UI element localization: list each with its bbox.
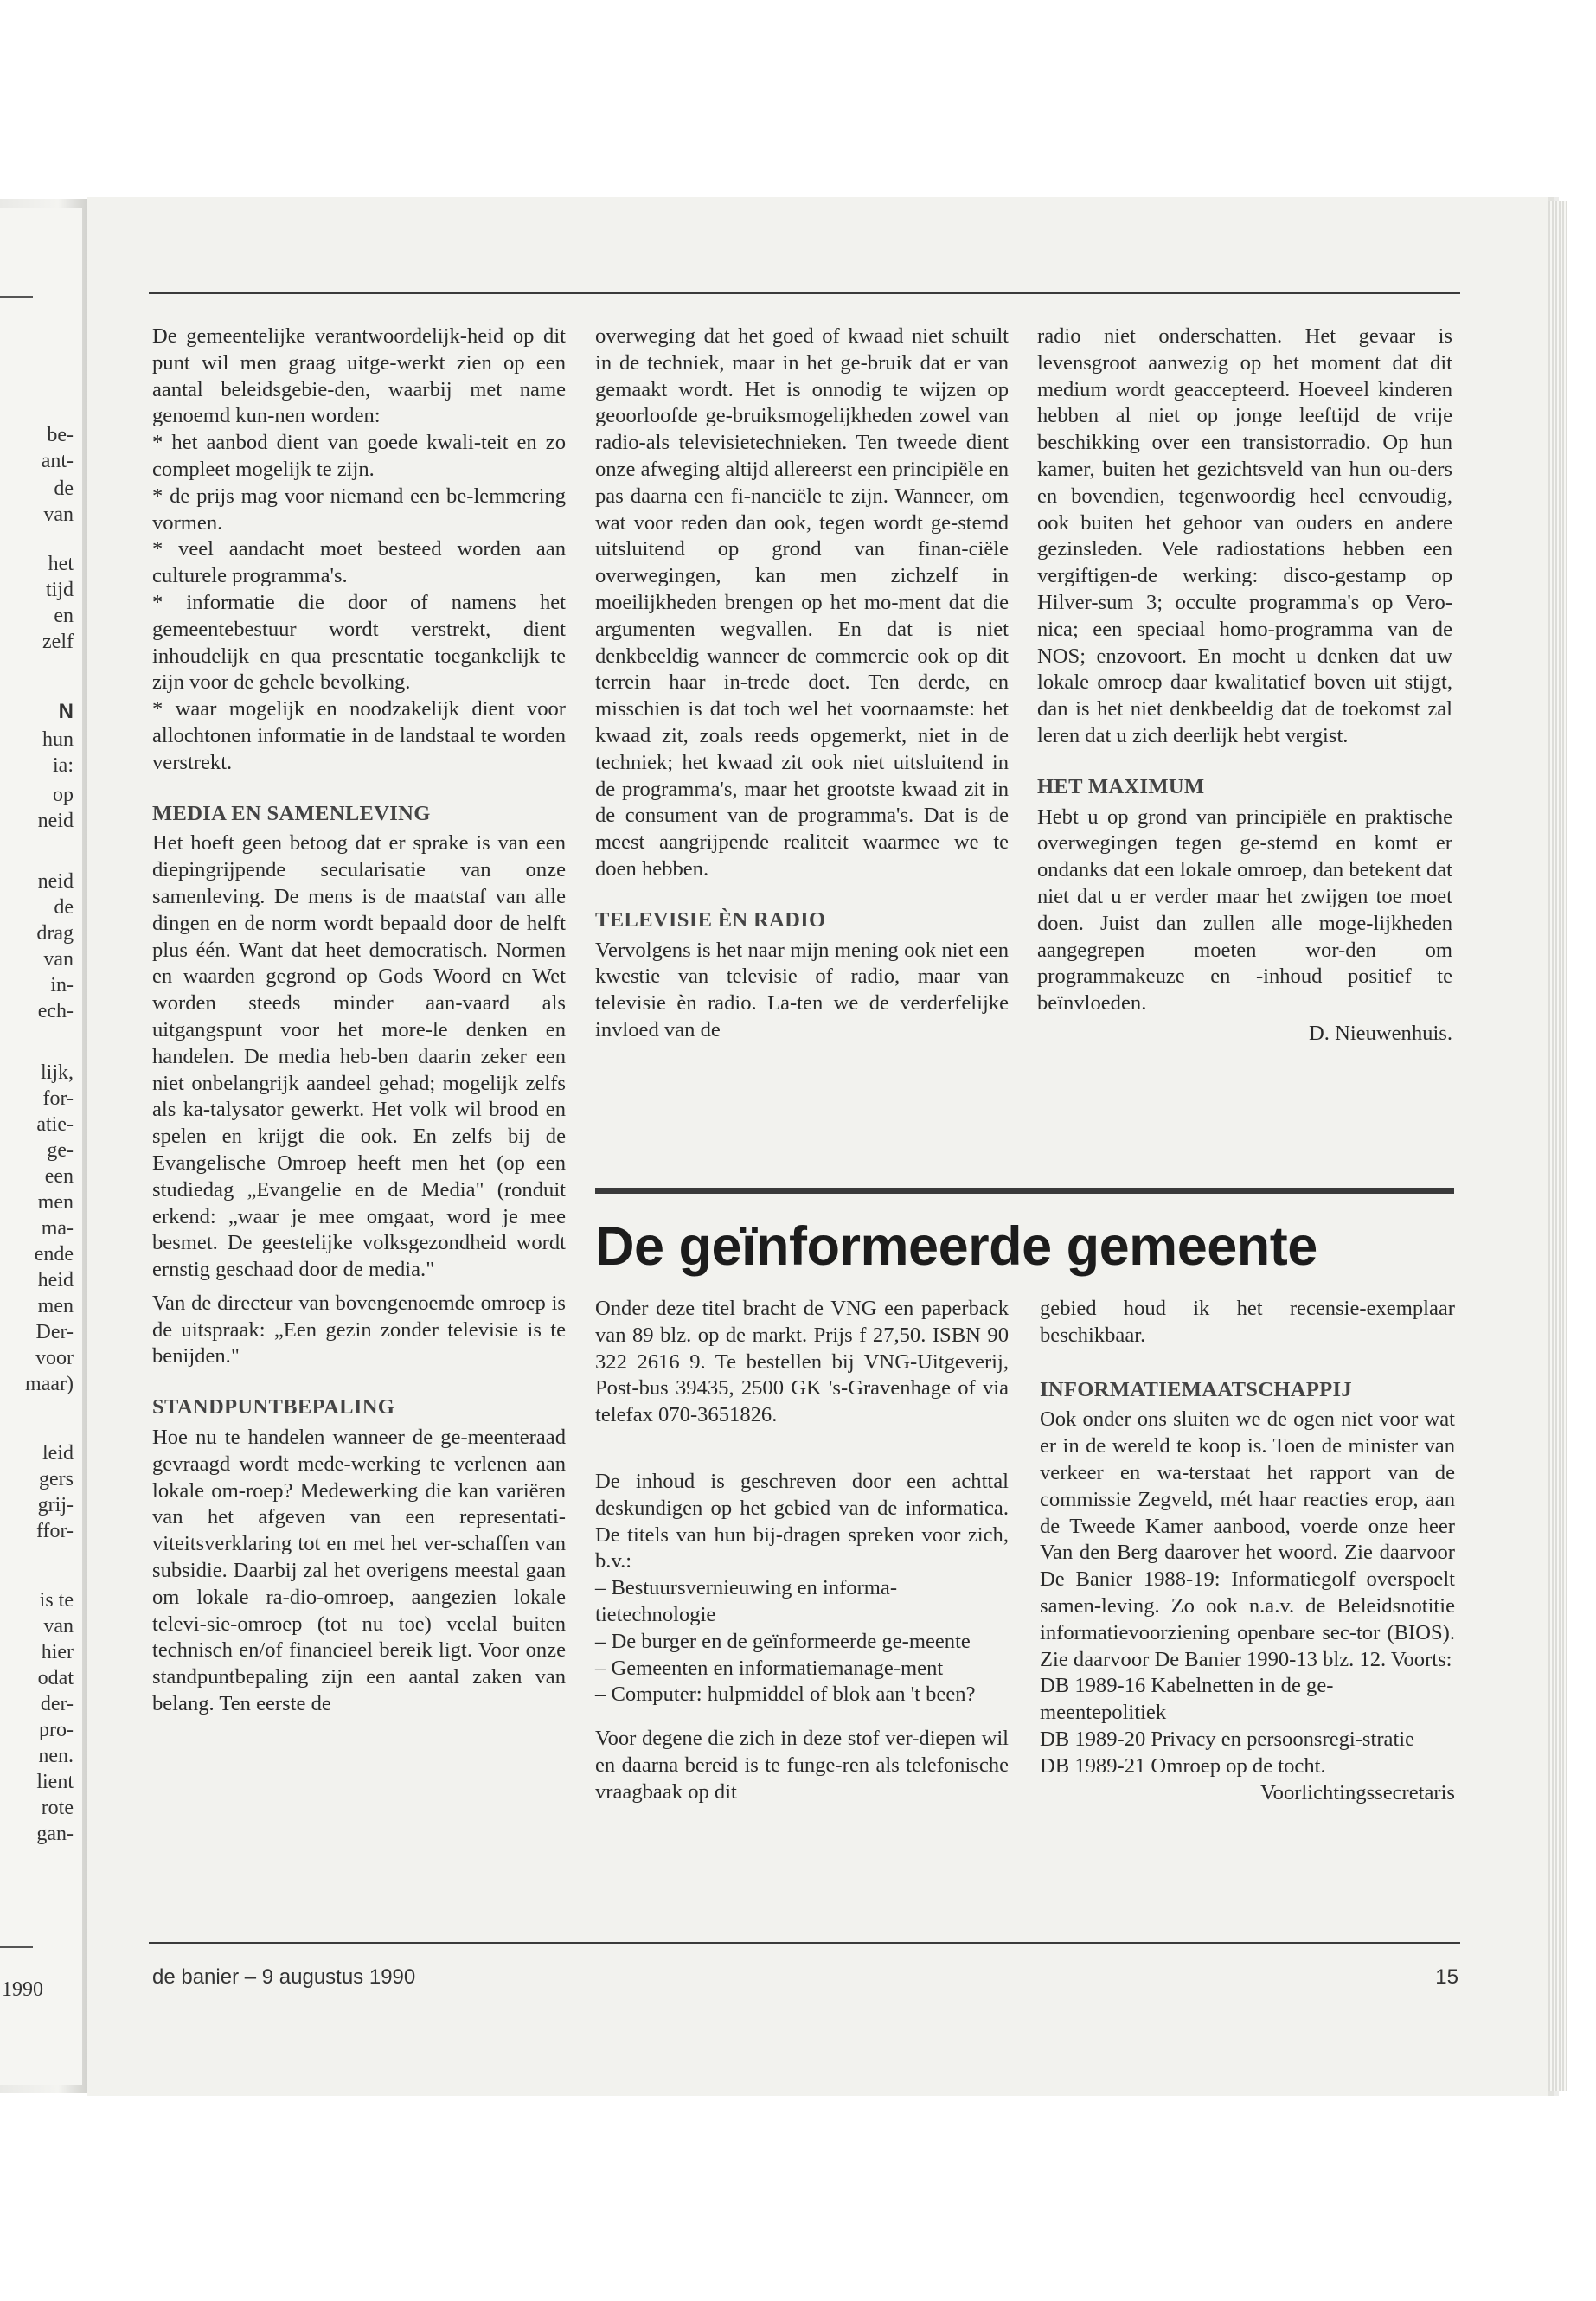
left-page-fragment-text: zelf xyxy=(42,631,74,653)
left-page-year: 1990 xyxy=(2,1978,43,2001)
article2-ref-1: DB 1989-16 Kabelnetten in de ge-meentepolitiek xyxy=(1040,1674,1334,1725)
heading-het-maximum: HET MAXIMUM xyxy=(1037,774,1205,798)
article2-item-2: – De burger en de geïnformeerde ge-meente xyxy=(595,1629,971,1653)
column-2 xyxy=(595,324,1009,1044)
left-page-fragment-text: ende xyxy=(34,1243,74,1266)
left-page-fragment-text: men xyxy=(37,1295,74,1317)
article2-content-paragraph: De inhoud is geschreven door een achttal deskundigen op het gebied van de informatica. De titels van hun bij-dragen spreken voor zich, b.v.: xyxy=(595,1469,1009,1574)
article2-item-3: – Gemeenten en informatiemanage-ment xyxy=(595,1656,944,1680)
left-page-fragment-text: nen. xyxy=(38,1745,74,1767)
left-page-rule-bottom xyxy=(0,1946,33,1948)
left-page-fragment-text: gers xyxy=(39,1468,74,1490)
page-number: 15 xyxy=(1435,1965,1458,1989)
left-page-fragment-text: gan- xyxy=(36,1823,74,1845)
signature-voorlichtingssecretaris: Voorlichtingssecretaris xyxy=(1260,1780,1455,1804)
col1-standpunt-paragraph: Hoe nu te handelen wanneer de ge-meenteraad gevraagd wordt mede-werking te verlenen aan lokale om-roep? Medewerking die kan variëren van het afgeven van een representati-viteitsverklaring tot en met het ver-schaffen van subsidie. Daarbij zal het overigens meestal gaan om lokale ra-dio-omroep, aangezien lokale televi-sie-omroep (tot nu toe) veelal buiten technisch en/of financieel bereik ligt. Voor onze standpuntbepaling zijn een aantal zaken van belang. Ten eerste de xyxy=(152,1426,566,1716)
left-page-fragment-text: hier xyxy=(41,1641,74,1663)
left-page-fragment-text: odat xyxy=(37,1667,74,1689)
article2-column-b xyxy=(1040,1296,1455,1806)
left-page-fragment-text: men xyxy=(37,1191,74,1214)
left-page-fragment-text: op xyxy=(53,784,74,806)
left-page-fragment-text: neid xyxy=(37,870,74,893)
article2-item-1: – Bestuursvernieuwing en informa-tietechnologie xyxy=(595,1576,898,1626)
article-headline: De geïnformeerde gemeente xyxy=(595,1216,1317,1277)
left-page-fragment-text: de xyxy=(54,478,74,500)
col2-tv-paragraph: Vervolgens is het naar mijn mening ook niet een kwestie van televisie of radio, maar van televisie èn radio. La-ten we de verderfelijke invloed van de xyxy=(595,938,1009,1042)
page-edge xyxy=(1548,201,1567,2091)
col3-max-paragraph: Hebt u op grond van principiële en praktische overwegingen tegen ge-stemd en komt er ondanks dat een lokale omroep, dan betekent dat niet dat u er verder maar het zwijgen toe moet doen. Juist dan zullen alle moge-lijkheden aangegrepen moeten wor-den om programmakeuze en -inhoud positief te beïnvloeden. xyxy=(1037,804,1452,1016)
article-rule xyxy=(595,1188,1454,1194)
left-page-fragment-text: maar) xyxy=(25,1373,74,1395)
left-page-fragment-text: atie- xyxy=(36,1113,74,1136)
left-page-fragment-text: ech- xyxy=(37,1000,74,1022)
left-page-fragment-text: Der- xyxy=(35,1321,74,1343)
left-page-fragment-text: van xyxy=(43,503,74,526)
left-page-rule-top xyxy=(0,296,33,298)
col1-bullet-2: * de prijs mag voor niemand een be-lemmering vormen. xyxy=(152,484,566,535)
left-page-fragment-text: drag xyxy=(36,922,74,945)
left-page-fragment-text: leid xyxy=(42,1442,74,1465)
article2-item-4: – Computer: hulpmiddel of blok aan 't been? xyxy=(595,1682,976,1707)
column-1 xyxy=(152,324,566,1718)
left-page-fragment-text: lijk, xyxy=(40,1061,74,1084)
left-page-fragment-text: pro- xyxy=(39,1719,74,1741)
left-page-fragment-text: rote xyxy=(41,1797,74,1819)
article2-ref-2: DB 1989-20 Privacy en persoonsregi-stratie xyxy=(1040,1727,1415,1751)
left-page-fragment-text: van xyxy=(43,948,74,971)
article2-colb-paragraph-1: gebied houd ik het recensie-exemplaar beschikbaar. xyxy=(1040,1297,1455,1347)
left-page-fragment-text: neid xyxy=(37,810,74,832)
article2-colb-paragraph-2: Ook onder ons sluiten we de ogen niet voor wat er in de wereld te koop is. Toen de minister van verkeer en wa-terstaat het rapport van de commissie Zegveld, mét haar reacties erop, aan de Tweede Kamer aanbood, voerde onze heer Van den Berg daarover het woord. Zie daarvoor De Banier 1988-19: Informatiegolf overspoelt samen-leving. Zo ook n.a.v. de Beleidsnotitie informatievoorziening openbare sec-tor (BIOS). Zie daarvoor De Banier 1990-13 blz. 12. Voorts: xyxy=(1040,1407,1455,1671)
article2-column-a xyxy=(595,1296,1009,1806)
left-page-fragment-text: for- xyxy=(42,1087,74,1110)
col1-bullet-4: * informatie die door of namens het gemeentebestuur wordt verstrekt, dient inhoudelijk en qua presentatie toegankelijk te zijn voor de gehele bevolking. xyxy=(152,590,566,695)
left-page-fragment xyxy=(0,208,82,2085)
left-page-fragment-text: ma- xyxy=(41,1217,74,1240)
col1-bullet-5: * waar mogelijk en noodzakelijk dient voor allochtonen informatie in de landstaal te worden verstrekt. xyxy=(152,697,566,774)
heading-informatiemaatschappij: INFORMATIEMAATSCHAPPIJ xyxy=(1040,1377,1352,1401)
footer-publication: de banier – 9 augustus 1990 xyxy=(152,1965,416,1989)
left-page-fragment-text: voor xyxy=(35,1347,74,1369)
col2-paragraph-1: overweging dat het goed of kwaad niet schuilt in de techniek, maar in het ge-bruik dat er van gemaakt wordt. Het is onnodig te wijzen op geoorloofde ge-bruiksmogelijkheden zowel van radio-als televisietechnieken. Ten tweede dient onze afweging altijd allereerst een principiële en pas daarna een fi-nanciële te zijn. Wanneer, om wat voor reden dan ook, tegen wordt ge-stemd uitsluitend op grond van finan-ciële overwegingen, kan men zichzelf in moeilijkheden brengen op het mo-ment dat die argumenten wegvallen. En dat is niet denkbeeldig wanneer de commercie ook op dit terrein haar in-trede doet. Ten derde, en misschien is dat toch wel het voornaamste: het kwaad zit, zoals reeds opgemerkt, niet in de techniek; het kwaad zit ook niet uitsluitend in de programma's, maar het grootste kwaad zit in de consument van de programma's. Dat is de meest aangrijpende realiteit waarmee we te doen hebben. xyxy=(595,324,1009,881)
left-page-fragment-text: N xyxy=(58,700,74,723)
left-page-fragment-text: de xyxy=(54,896,74,919)
left-page-fragment-text: het xyxy=(48,553,74,575)
signature-nieuwenhuis: D. Nieuwenhuis. xyxy=(1309,1021,1452,1045)
left-page-fragment-text: van xyxy=(43,1615,74,1638)
left-page-fragment-text: ia: xyxy=(53,754,74,777)
left-page-fragment-text: grij- xyxy=(37,1494,74,1516)
left-page-fragment-text: een xyxy=(44,1165,74,1188)
bottom-rule xyxy=(149,1942,1460,1944)
heading-televisie-en-radio: TELEVISIE ÈN RADIO xyxy=(595,907,826,932)
left-page-fragment-text: be- xyxy=(47,424,74,446)
article2-ref-3: DB 1989-21 Omroep op de tocht. xyxy=(1040,1753,1326,1778)
left-page-fragment-text: ant- xyxy=(41,450,74,472)
top-rule xyxy=(149,292,1460,294)
col3-paragraph-1: radio niet onderschatten. Het gevaar is levensgroot aanwezig op het moment dat dit medium wordt geaccepteerd. Hoeveel kinderen hebben al niet op jonge leeftijd de vrije beschikking over een transistorradio. Op hun kamer, buiten het gezichtsveld van hun ou-ders en bovendien, tegenwoordig heel eenvoudig, ook buiten het gehoor van ouders en andere gezinsleden. Vele radiostations hebben een vergiftigen-de werking: disco-gestamp op Hilver-sum 3; occulte programma's op Vero-nica; een speciaal homo-programma van de NOS; enzovoort. En mocht u denken dat uw lokale omroep daar kwalitatief boven uit stijgt, dan is het niet denkbeeldig dat de toekomst zal leren dat u zich deerlijk hebt vergist. xyxy=(1037,324,1452,747)
heading-media-en-samenleving: MEDIA EN SAMENLEVING xyxy=(152,801,431,825)
col1-intro: De gemeentelijke verantwoordelijk-heid op dit punt wil men graag uitge-werkt zien op een aantal beleidsgebie-den, waarbij met name genoemd kun-nen worden: xyxy=(152,324,566,428)
left-page-fragment-text: heid xyxy=(37,1269,74,1292)
left-page-fragment-text: ffor- xyxy=(35,1520,74,1542)
left-page-fragment-text: der- xyxy=(40,1693,74,1715)
left-page-fragment-text: en xyxy=(54,605,74,627)
left-page-fragment-text: ge- xyxy=(47,1139,74,1162)
col1-media-paragraph-1: Het hoeft geen betoog dat er sprake is van een diepingrijpende secularisatie van onze samenleving. De mens is de maatstaf van alle dingen en de norm wordt bepaald door de helft plus één. Want dat heet democratisch. Normen en waarden gegrond op Gods Woord en Wet worden steeds minder aan-vaard als uitgangspunt voor het more-le denken en handelen. De media heb-ben daarin zeker een niet onbelangrijk aandeel gehad; mogelijk zelfs als ka-talysator gewerkt. Het volk wil brood en spelen en krijgt die ook. En zelfs bij de Evangelische Omroep heeft men het (op een studiedag „Evangelie en de Media" (ronduit erkend: „waar je mee omgaat, word je mee besmet. De geestelijke volksgezondheid wordt ernstig geschaad door de media." xyxy=(152,831,566,1282)
article2-intro: Onder deze titel bracht de VNG een paperback van 89 blz. op de markt. Prijs f 27,50. ISBN 90 322 2616 9. Te bestellen bij VNG-Uitgeverij, Post-bus 39435, 2500 GK 's-Gravenhage of via telefax 070-3651826. xyxy=(595,1297,1009,1427)
col1-bullet-3: * veel aandacht moet besteed worden aan culturele programma's. xyxy=(152,537,566,588)
col1-media-paragraph-2: Van de directeur van bovengenoemde omroep is de uitspraak: „Een gezin zonder televisie is te benijden." xyxy=(152,1291,566,1368)
left-page-fragment-text: tijd xyxy=(45,579,74,601)
left-page-fragment-text: is te xyxy=(39,1589,74,1612)
left-page-fragment-text: lient xyxy=(36,1771,74,1793)
left-page-fragment-text: in- xyxy=(50,974,74,997)
heading-standpuntbepaling: STANDPUNTBEPALING xyxy=(152,1395,395,1420)
col1-bullet-1: * het aanbod dient van goede kwali-teit en zo compleet mogelijk te zijn. xyxy=(152,431,566,481)
article2-closing-paragraph: Voor degene die zich in deze stof ver-diepen wil en daarna bereid is te funge-ren als telefonische vraagbaak op dit xyxy=(595,1727,1009,1804)
left-page-fragment-text: hun xyxy=(42,728,74,751)
column-3 xyxy=(1037,324,1452,1048)
